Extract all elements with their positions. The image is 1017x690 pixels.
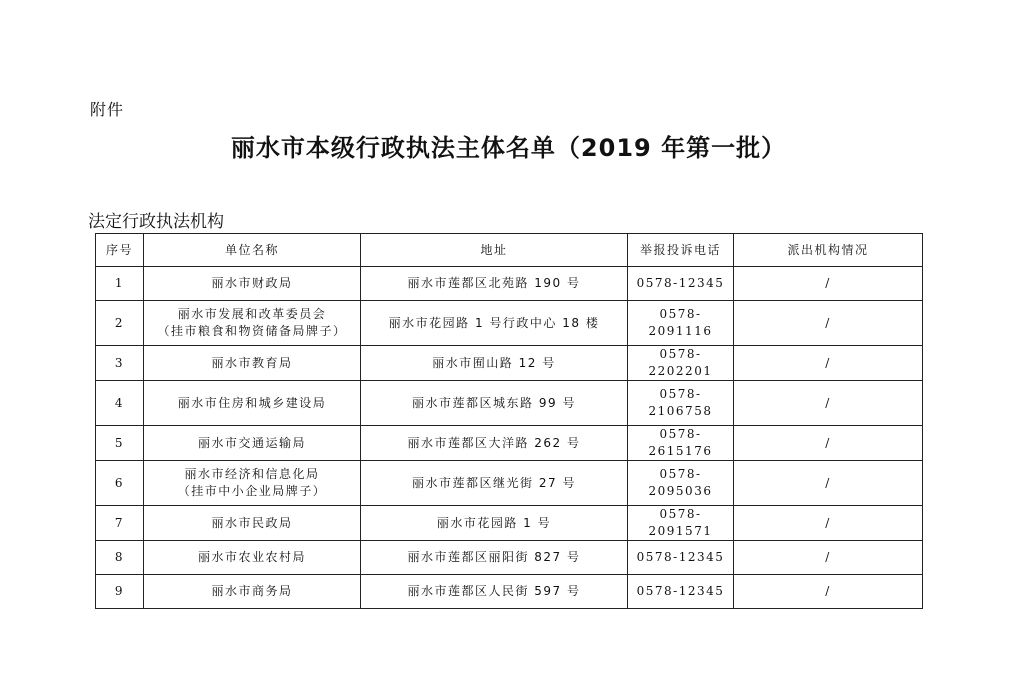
cell-branch: / bbox=[734, 461, 923, 506]
cell-no: 4 bbox=[96, 381, 144, 426]
cell-phone: 0578-2202201 bbox=[628, 346, 734, 381]
cell-name bbox=[144, 506, 361, 541]
cell-address: 丽水市莲都区继光街 27 号 bbox=[361, 461, 628, 506]
cell-branch: / bbox=[734, 301, 923, 346]
cell-phone: 0578-2091571 bbox=[628, 506, 734, 541]
cell-branch: / bbox=[734, 541, 923, 575]
table-row bbox=[96, 506, 923, 541]
table-row bbox=[96, 267, 923, 301]
col-header-no: 序号 bbox=[96, 234, 144, 267]
document-title: 丽水市本级行政执法主体名单（2019 年第一批） bbox=[230, 134, 787, 162]
cell-name bbox=[144, 267, 361, 301]
cell-name-line: 丽水市经济和信息化局 bbox=[184, 467, 320, 481]
cell-branch: / bbox=[734, 267, 923, 301]
cell-address: 丽水市花园路 1 号 bbox=[361, 506, 628, 541]
cell-phone: 0578-2095036 bbox=[628, 461, 734, 506]
cell-address: 丽水市莲都区丽阳街 827 号 bbox=[361, 541, 628, 575]
cell-address: 丽水市莲都区北苑路 190 号 bbox=[361, 267, 628, 301]
cell-address: 丽水市囿山路 12 号 bbox=[361, 346, 628, 381]
col-header-phone: 举报投诉电话 bbox=[628, 234, 734, 267]
cell-name-line: 丽水市农业农村局 bbox=[197, 550, 306, 564]
cell-name-line: 丽水市民政局 bbox=[211, 515, 293, 530]
cell-phone: 0578-2091116 bbox=[628, 301, 734, 346]
cell-no: 1 bbox=[96, 267, 144, 301]
cell-branch: / bbox=[734, 346, 923, 381]
col-header-name: 单位名称 bbox=[144, 234, 361, 267]
cell-name bbox=[144, 426, 361, 461]
cell-name-line: 丽水市财政局 bbox=[211, 276, 293, 290]
cell-name bbox=[144, 346, 361, 381]
cell-phone: 0578-12345 bbox=[628, 575, 734, 609]
cell-name-line: 丽水市发展和改革委员会 bbox=[177, 307, 327, 321]
table-row bbox=[96, 381, 923, 426]
cell-name-line: 丽水市交通运输局 bbox=[197, 435, 306, 450]
col-header-branch: 派出机构情况 bbox=[734, 234, 923, 267]
agency-table bbox=[95, 233, 923, 609]
cell-address: 丽水市莲都区城东路 99 号 bbox=[361, 381, 628, 426]
cell-name-subline: （挂市中小企业局牌子） bbox=[177, 484, 327, 498]
cell-address: 丽水市花园路 1 号行政中心 18 楼 bbox=[361, 301, 628, 346]
section-title: 法定行政执法机构 bbox=[88, 212, 224, 232]
cell-name-subline: （挂市粮食和物资储备局牌子） bbox=[157, 324, 347, 338]
cell-address: 丽水市莲都区人民街 597 号 bbox=[361, 575, 628, 609]
cell-no: 6 bbox=[96, 461, 144, 506]
cell-name-line: 丽水市住房和城乡建设局 bbox=[177, 395, 327, 410]
attachment-label: 附件 bbox=[90, 100, 125, 119]
table-row bbox=[96, 575, 923, 609]
table-header-row bbox=[96, 234, 923, 267]
cell-no: 3 bbox=[96, 346, 144, 381]
cell-phone: 0578-2615176 bbox=[628, 426, 734, 461]
cell-name bbox=[144, 301, 361, 346]
cell-name bbox=[144, 541, 361, 575]
cell-no: 9 bbox=[96, 575, 144, 609]
cell-name bbox=[144, 575, 361, 609]
cell-no: 2 bbox=[96, 301, 144, 346]
cell-branch: / bbox=[734, 426, 923, 461]
table-row bbox=[96, 346, 923, 381]
table-row bbox=[96, 461, 923, 506]
cell-name bbox=[144, 461, 361, 506]
cell-name bbox=[144, 381, 361, 426]
cell-branch: / bbox=[734, 575, 923, 609]
cell-phone: 0578-12345 bbox=[628, 267, 734, 301]
cell-name-line: 丽水市商务局 bbox=[211, 584, 293, 598]
table-row bbox=[96, 426, 923, 461]
cell-phone: 0578-2106758 bbox=[628, 381, 734, 426]
table-row bbox=[96, 301, 923, 346]
cell-no: 7 bbox=[96, 506, 144, 541]
cell-phone: 0578-12345 bbox=[628, 541, 734, 575]
cell-no: 5 bbox=[96, 426, 144, 461]
cell-branch: / bbox=[734, 506, 923, 541]
cell-address: 丽水市莲都区大洋路 262 号 bbox=[361, 426, 628, 461]
cell-name-line: 丽水市教育局 bbox=[211, 355, 293, 370]
table-row bbox=[96, 541, 923, 575]
cell-no: 8 bbox=[96, 541, 144, 575]
col-header-address: 地址 bbox=[361, 234, 628, 267]
cell-branch: / bbox=[734, 381, 923, 426]
